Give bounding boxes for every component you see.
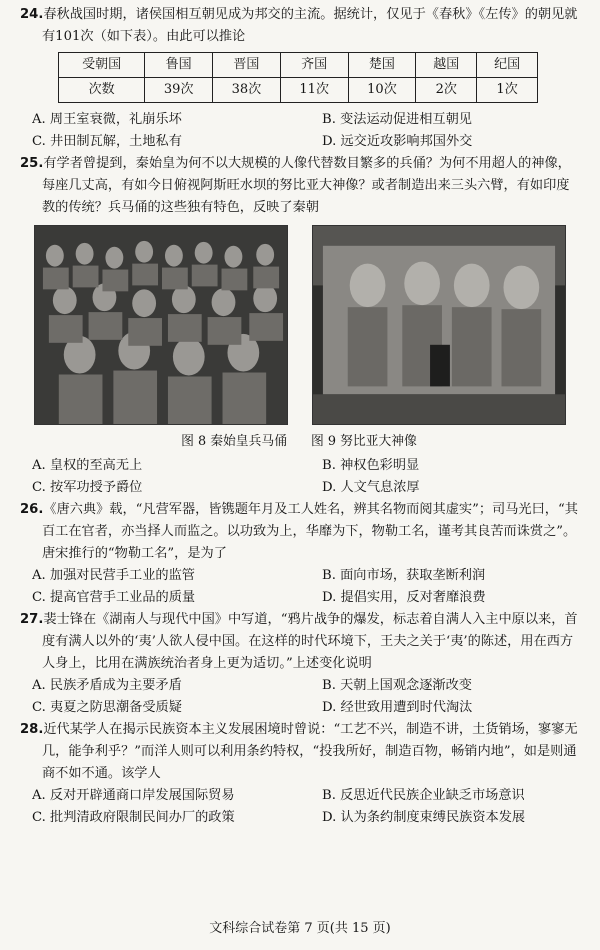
- question-27-options: [20, 675, 578, 719]
- option-d: D. 认为条约制度束缚民族资本发展: [322, 810, 526, 825]
- question-number: 28.: [20, 722, 44, 737]
- page-footer: 文科综合试卷第 7 页(共 15 页): [209, 921, 391, 936]
- question-24-options: [20, 109, 578, 153]
- table-row: [59, 53, 538, 78]
- question-text: 《唐六典》载，“凡营军器，皆镌题年月及工人姓名，辨其名物而阅其虚实”；司马光曰，“其百工在官者，亦当择人而监之。以功致为上，华靡为下，物勒工名，谨考其良苦而诛赏之”。唐宋推行的“物勒工名”，是为了: [42, 502, 578, 561]
- option-a: A. 周王室衰微，礼崩乐坏: [32, 112, 182, 127]
- table-cell: 鲁国: [145, 53, 213, 78]
- question-number: 25.: [20, 156, 44, 171]
- question-27: [20, 609, 578, 719]
- table-cell: 越国: [416, 53, 477, 78]
- figure-captions: [20, 431, 578, 453]
- table-cell: 纪国: [477, 53, 538, 78]
- figure-9-caption: 图 9 努比亚大神像: [311, 434, 417, 449]
- option-b: B. 变法运动促进相互朝见: [322, 112, 472, 127]
- option-d: D. 提倡实用，反对奢靡浪费: [322, 590, 486, 605]
- question-25-options: [20, 455, 578, 499]
- terracotta-army-photo: [34, 225, 288, 425]
- table-header-cell: 受朝国: [59, 53, 145, 78]
- question-28-stem: [20, 719, 578, 785]
- option-b: B. 天朝上国观念逐渐改变: [322, 678, 472, 693]
- table-cell: 39次: [145, 78, 213, 103]
- question-25: [20, 153, 578, 499]
- question-text: 裴士锋在《湖南人与现代中国》中写道，“鸦片战争的爆发，标志着自满人入主中原以来，首度有满人以外的‘夷’人欲人侵中国。在这样的时代环境下，王夫之关于‘夷’的陈述，用在西方人身上，比用在满族统治者身上更为适切。”上述变化说明: [42, 612, 578, 671]
- table-cell: 11次: [280, 78, 348, 103]
- option-d: D. 人文气息浓厚: [322, 480, 420, 495]
- question-text: 春秋战国时期，诸侯国相互朝见成为邦交的主流。据统计，仅见于《春秋》《左传》的朝见就有101次（如下表）。由此可以推论: [42, 7, 578, 44]
- table-cell: 1次: [477, 78, 538, 103]
- option-b: B. 神权色彩明显: [322, 458, 420, 473]
- question-25-stem: [20, 153, 578, 219]
- option-d: D. 远交近攻影响邦国外交: [322, 134, 473, 149]
- question-26-options: [20, 565, 578, 609]
- option-d: D. 经世致用遭到时代淘汰: [322, 700, 473, 715]
- nubian-colossus-photo: [312, 225, 566, 425]
- question-24: [20, 4, 578, 153]
- option-c: C. 夷夏之防思潮备受质疑: [32, 700, 182, 715]
- question-number: 24.: [20, 7, 44, 22]
- table-cell: 楚国: [348, 53, 416, 78]
- question-number: 26.: [20, 502, 44, 517]
- table-cell: 晋国: [213, 53, 281, 78]
- table-cell: 38次: [213, 78, 281, 103]
- table-cell: 10次: [348, 78, 416, 103]
- option-c: C. 提高官营手工业品的质量: [32, 590, 196, 605]
- figure-8-caption: 图 8 秦始皇兵马俑: [181, 434, 287, 449]
- option-b: B. 面向市场，获取垄断利润: [322, 568, 486, 583]
- table-header-cell: 次数: [59, 78, 145, 103]
- table-cell: 2次: [416, 78, 477, 103]
- option-c: C. 按军功授予爵位: [32, 480, 143, 495]
- tribute-visits-table: [58, 52, 538, 103]
- question-27-stem: [20, 609, 578, 675]
- option-a: A. 反对开辟通商口岸发展国际贸易: [32, 788, 235, 803]
- option-a: A. 民族矛盾成为主要矛盾: [32, 678, 182, 693]
- question-24-stem: [20, 4, 578, 48]
- option-c: C. 批判清政府限制民间办厂的政策: [32, 810, 235, 825]
- option-a: A. 加强对民营手工业的监管: [32, 568, 195, 583]
- option-a: A. 皇权的至高无上: [32, 458, 143, 473]
- option-c: C. 井田制瓦解，土地私有: [32, 134, 182, 149]
- question-text: 近代某学人在揭示民族资本主义发展困境时曾说：“工艺不兴，制造不讲，土货销场，寥寥无几，能争利乎？”而洋人则可以利用条约特权，“投我所好，制造百物，畅销内地”，如是则通商不如不通。该学人: [42, 722, 578, 781]
- question-number: 27.: [20, 612, 44, 627]
- option-b: B. 反思近代民族企业缺乏市场意识: [322, 788, 525, 803]
- question-text: 有学者曾提到，秦始皇为何不以大规模的人像代替数目繁多的兵俑？为何不用超人的神像，每座几丈高，有如今日俯视阿斯旺水坝的努比亚大神像？或者制造出来三头六臂，有如印度教的传统？兵马俑的这些独有特色，反映了秦朝: [42, 156, 571, 215]
- question-28-options: [20, 785, 578, 829]
- table-cell: 齐国: [280, 53, 348, 78]
- question-26: [20, 499, 578, 609]
- figures-row: [20, 219, 578, 425]
- question-28: [20, 719, 578, 829]
- question-26-stem: [20, 499, 578, 565]
- table-row: [59, 78, 538, 103]
